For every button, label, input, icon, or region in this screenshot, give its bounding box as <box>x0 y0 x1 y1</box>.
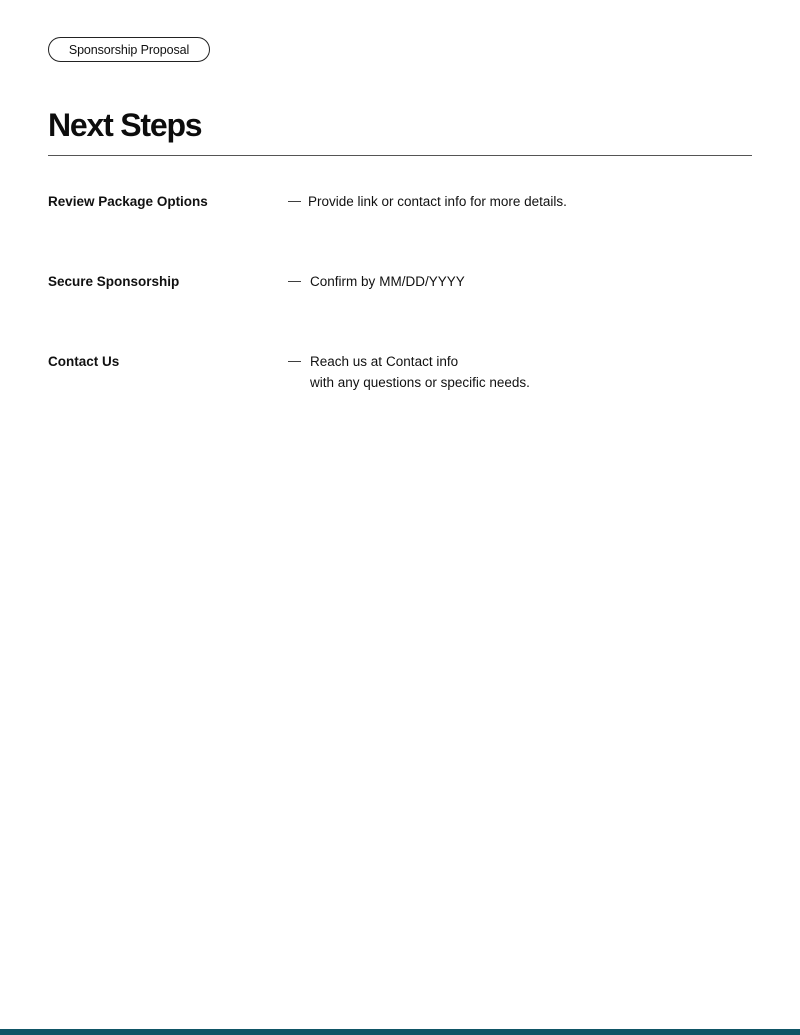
step-label: Secure Sponsorship <box>48 274 180 289</box>
step-label: Review Package Options <box>48 194 208 209</box>
step-text: Provide link or contact info for more details. <box>308 194 567 209</box>
step-description <box>310 272 465 293</box>
date-placeholder: MM/DD/YYYY <box>379 274 465 289</box>
step-label: Contact Us <box>48 354 120 369</box>
page-title: Next Steps <box>48 107 202 143</box>
document-tag: Sponsorship Proposal <box>48 37 210 62</box>
step-text-continued: with any questions or specific needs. <box>310 374 530 390</box>
step-text: Confirm by <box>310 274 376 289</box>
dash-icon: — <box>288 353 301 368</box>
step-text: Reach us at <box>310 354 383 369</box>
title-divider <box>48 155 752 156</box>
step-description <box>308 192 567 213</box>
dash-icon: — <box>288 193 301 208</box>
dash-icon: — <box>288 273 301 288</box>
step-description <box>310 352 530 393</box>
footer-bar <box>0 1029 800 1035</box>
contact-placeholder: Contact info <box>386 354 459 369</box>
